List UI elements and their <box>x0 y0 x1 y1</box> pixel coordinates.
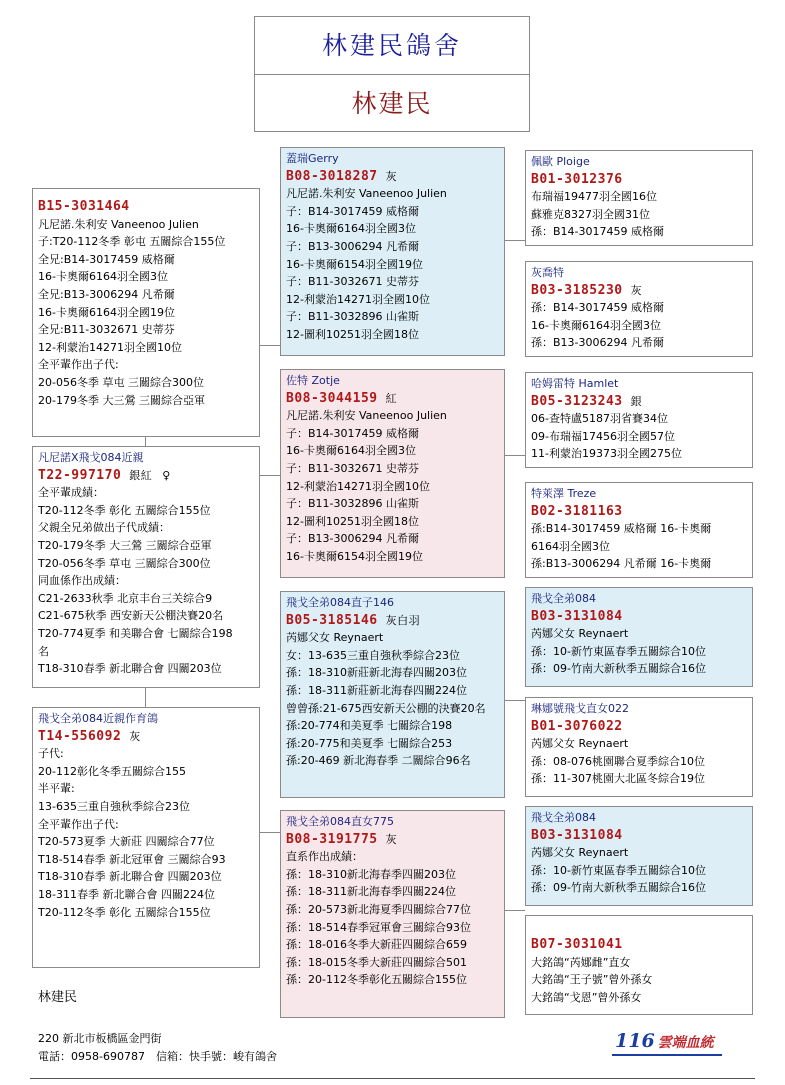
connector <box>260 832 280 833</box>
card-line: 16-卡奧爾6154羽全國19位 <box>286 549 423 563</box>
footer-owner: 林建民 <box>38 990 78 1005</box>
card-line: 16-卡奧爾6154羽全國19位 <box>286 257 423 271</box>
card-line: 16-卡奧爾6164羽全國3位 <box>38 270 168 284</box>
ring-number: B03-3131084 <box>531 608 623 624</box>
card-line: 芮娜父女 Reynaert <box>531 627 629 641</box>
ring-number: B02-3181163 <box>531 503 623 519</box>
card-line: 子：B11-3032671 史蒂芬 <box>286 461 419 475</box>
card-line: 孫：18-310新北海春季四關203位 <box>286 867 456 881</box>
bird-color: 紅 <box>385 391 398 405</box>
ring-text: B05-3185146 <box>286 612 378 628</box>
connector <box>145 437 146 446</box>
ring-text: B05-3123243 <box>531 393 623 409</box>
card-line: 芮娜父女 Reynaert <box>286 631 384 645</box>
card-line: 全兄:B11-3032671 史蒂芬 <box>38 323 175 337</box>
card-line: 孫：18-016冬季大新莊四關綜合659 <box>286 938 467 952</box>
bird-color: 銀紅 <box>129 468 153 482</box>
female-symbol-icon: ♀ <box>162 468 171 482</box>
card-line: 芮娜父女 Reynaert <box>531 737 629 751</box>
bird-name: 飛戈全弟084直子146 <box>286 596 394 609</box>
connector <box>505 910 525 911</box>
ring-number: B15-3031464 <box>38 199 130 214</box>
card-line: 布瑞福19477羽全國16位 <box>531 190 657 204</box>
card-line: 大銘鴿“戈恩”曾外孫女 <box>531 990 642 1004</box>
bird-color: 銀 <box>630 394 643 408</box>
header-box <box>254 16 530 132</box>
card-line: 芮娜父女 Reynaert <box>531 846 629 860</box>
card-line: 子：B11-3032896 山雀斯 <box>286 310 419 324</box>
card-line: C21-2633秋季 北京丰台三关综合9 <box>38 591 213 605</box>
card-line: 子：B14-3017459 威格爾 <box>286 426 419 440</box>
card-line: 子:T20-112冬季 彰屯 五關綜合155位 <box>38 235 226 249</box>
connector <box>505 455 525 456</box>
connector <box>145 688 146 707</box>
card-line: T20-112冬季 彰化 五關綜合155位 <box>38 905 211 919</box>
bird-name: 佐特 Zotje <box>286 374 340 387</box>
card-line: T20-056冬季 草屯 三關綜合300位 <box>38 556 211 570</box>
card-line: 20-179冬季 大三鶯 三關綜合亞軍 <box>38 393 205 407</box>
bird-name: 飛戈全弟084近親作育鴿 <box>38 712 158 725</box>
bird-color: 灰 <box>129 729 141 743</box>
card-line: 父親全兄弟做出子代成績： <box>38 521 170 535</box>
pedigree-card-ggp-3 <box>525 372 753 468</box>
ring-number <box>286 831 499 849</box>
card-line: 女：13-635三重自強秋季綜合23位 <box>286 648 460 662</box>
card-line: 半平輩: <box>38 782 75 796</box>
logo-text: 雲端血統 <box>657 1035 714 1051</box>
logo-underline <box>612 1054 722 1056</box>
connector <box>505 240 525 241</box>
card-line: 大銘鴿“王子號”曾外孫女 <box>531 973 653 987</box>
card-line: 18-311春季 新北聯合會 四關224位 <box>38 887 215 901</box>
card-line: 全兄:B13-3006294 凡希爾 <box>38 287 175 301</box>
bird-name: 凡尼諾X飛戈084近親 <box>38 451 144 464</box>
pedigree-card-ggp-6 <box>525 697 753 797</box>
owner-name: 林建民 <box>255 74 529 133</box>
card-line: 20-112彰化冬季五關綜合155 <box>38 764 186 778</box>
ring-number: B01-3012376 <box>531 171 623 187</box>
card-line: T20-112冬季 彰化 五關綜合155位 <box>38 503 211 517</box>
card-line: 孫:20-469 新北海春季 二關綜合96名 <box>286 754 471 768</box>
card-line: 凡尼諾.朱利安 Vaneenoo Julien <box>38 217 199 231</box>
card-line: C21-675秋季 西安新天公棚決賽20名 <box>38 609 224 623</box>
pedigree-card-dam-dam <box>280 810 505 1018</box>
ring-number <box>531 393 747 411</box>
ring-number <box>531 282 747 300</box>
pedigree-card-ggp-4 <box>525 482 753 578</box>
ring-number: B03-3131084 <box>531 827 623 843</box>
card-line: 孫：B14-3017459 威格爾 <box>531 301 664 315</box>
card-line: 孫:20-774和美夏季 七關綜合198 <box>286 719 453 733</box>
pedigree-card-ggp-8 <box>525 915 753 1015</box>
card-line: 全平輩成績： <box>38 486 104 500</box>
card-line: T20-179冬季 大三鶯 三關綜合亞軍 <box>38 538 212 552</box>
logo-number: 116 <box>615 1030 655 1052</box>
ring-number: B01-3076022 <box>531 718 623 734</box>
card-line: 12-利蒙治14271羽全國10位 <box>286 479 430 493</box>
ring-number <box>286 168 499 186</box>
card-line: 子：B13-3006294 凡希爾 <box>286 239 419 253</box>
bird-color: 灰 <box>385 832 398 846</box>
card-line: 12-利蒙治14271羽全國10位 <box>38 340 182 354</box>
footer-contact: 電話：0958-690787 信箱：快手號：峻有鴿舍 <box>38 1050 277 1063</box>
pedigree-card-ggp-5 <box>525 587 753 687</box>
card-line: 全平輩作出子代: <box>38 817 119 831</box>
card-line: 13-635三重自強秋季綜合23位 <box>38 799 190 813</box>
card-line: 孫：18-311新北海春季四關224位 <box>286 885 456 899</box>
ring-number <box>38 728 254 746</box>
card-line: 16-卡奧爾6164羽全國3位 <box>286 444 416 458</box>
bird-name: 飛戈全弟084 <box>531 811 596 824</box>
footer-rule <box>30 1078 755 1079</box>
card-line: 孫：B14-3017459 威格爾 <box>531 225 664 239</box>
pedigree-card-dam-sire <box>280 591 505 798</box>
card-line: 凡尼諾.朱利安 Vaneenoo Julien <box>286 187 447 201</box>
ring-text: B08-3044159 <box>286 390 378 406</box>
card-line: 孫:B13-3006294 凡希爾 16-卡奧爾 <box>531 557 712 571</box>
card-line: 孫：20-573新北海夏季四關綜合77位 <box>286 902 471 916</box>
connector <box>505 700 525 701</box>
card-line: 子：B13-3006294 凡希爾 <box>286 532 419 546</box>
pedigree-card-ggp-1 <box>525 150 753 246</box>
ring-text: B08-3191775 <box>286 831 378 847</box>
card-line: 孫：09-竹南大新秋季五關綜合16位 <box>531 662 706 676</box>
bird-name: 琳娜號飛戈直女022 <box>531 702 629 715</box>
connector <box>260 475 280 476</box>
card-line: 20-056冬季 草屯 三關綜合300位 <box>38 375 204 389</box>
card-line: 16-卡奧爾6164羽全國19位 <box>38 305 175 319</box>
ring-number: B07-3031041 <box>531 937 623 952</box>
loft-title: 林建民鴿舍 <box>321 31 462 60</box>
bird-name: 哈姆雷特 Hamlet <box>531 377 619 390</box>
ring-text: B03-3185230 <box>531 282 623 298</box>
card-line: 12-圖利10251羽全國18位 <box>286 514 419 528</box>
pedigree-card-ggp-7 <box>525 806 753 906</box>
card-line: 孫:20-775和美夏季 七關綜合253 <box>286 736 453 750</box>
ring-text: T14-556092 <box>38 728 122 744</box>
card-line: 子：B14-3017459 威格爾 <box>286 204 419 218</box>
card-line: 孫:B14-3017459 威格爾 16-卡奧爾6164羽全國3位 <box>531 522 712 553</box>
card-line: 孫：08-076桃園聯合夏季綜合10位 <box>531 754 705 768</box>
bird-name: 飛戈全弟084 <box>531 592 596 605</box>
card-line: 孫：18-310新莊新北海春四關203位 <box>286 666 467 680</box>
bird-name: 飛戈全弟084直女775 <box>286 815 394 828</box>
connector <box>260 345 280 346</box>
card-line: T20-573夏季 大新莊 四關綜合77位 <box>38 835 215 849</box>
card-line: 蘇雅克8327羽全國31位 <box>531 207 650 221</box>
ring-number <box>286 390 499 408</box>
logo <box>615 1030 714 1052</box>
card-line: 12-利蒙治14271羽全國10位 <box>286 292 430 306</box>
card-line: 11-利蒙治19373羽全國275位 <box>531 447 682 461</box>
bird-name: 佩歐 Ploige <box>531 155 590 168</box>
card-line: 直系作出成績： <box>286 850 363 864</box>
pedigree-card-main <box>32 188 260 437</box>
card-line: 同血係作出成績： <box>38 574 126 588</box>
card-line: 孫：09-竹南大新秋季五關綜合16位 <box>531 881 706 895</box>
footer-address: 220 新北市板橋區金門街 <box>38 1032 162 1045</box>
card-line: 孫：10-新竹東區春季五關綜合10位 <box>531 863 706 877</box>
ring-text: B08-3018287 <box>286 168 378 184</box>
card-line: 16-卡奧爾6164羽全國3位 <box>286 222 416 236</box>
bird-name: 蓋瑞Gerry <box>286 152 339 165</box>
card-line: T18-310春季 新北聯合會 四關203位 <box>38 870 222 884</box>
card-line: 全平輩作出子代: <box>38 358 119 372</box>
ring-text: T22-997170 <box>38 467 122 483</box>
card-line: 孫：18-015冬季大新莊四關綜合501 <box>286 955 467 969</box>
card-line: 大銘鴿“芮娜雌”直女 <box>531 955 631 969</box>
pedigree-card-subject <box>32 446 260 688</box>
card-line: T18-310春季 新北聯合會 四關203位 <box>38 662 222 676</box>
card-line: 12-圖利10251羽全國18位 <box>286 327 419 341</box>
card-line: 06-查特盧5187羽省賽34位 <box>531 412 668 426</box>
card-line: 子代: <box>38 747 64 761</box>
bird-color: 灰 <box>630 283 643 297</box>
card-line: 16-卡奧爾6164羽全國3位 <box>531 318 661 332</box>
card-line: T20-774夏季 和美聯合會 七關綜合198名 <box>38 626 233 658</box>
pedigree-card-sire-dam <box>280 369 505 578</box>
card-line: 子：B11-3032671 史蒂芬 <box>286 275 419 289</box>
card-line: 全兄:B14-3017459 威格爾 <box>38 252 175 266</box>
bird-name: 灰喬特 <box>531 266 564 279</box>
card-line: 孫：18-514春季冠軍會三關綜合93位 <box>286 920 471 934</box>
card-line: 孫：10-新竹東區春季五關綜合10位 <box>531 644 706 658</box>
card-line: 09-布瑞福17456羽全國57位 <box>531 429 675 443</box>
card-line: 孫：B13-3006294 凡希爾 <box>531 336 664 350</box>
ring-number <box>38 467 254 485</box>
bird-color: 灰白羽 <box>385 613 421 627</box>
card-line: 曾曾孫:21-675西安新天公棚的決賽20名 <box>286 701 486 715</box>
ring-number <box>286 612 499 630</box>
card-line: 子：B11-3032896 山雀斯 <box>286 497 419 511</box>
card-line: 孫：20-112冬季彰化五關綜合155位 <box>286 973 467 987</box>
pedigree-card-ggp-2 <box>525 261 753 357</box>
card-line: 孫：18-311新莊新北海春四關224位 <box>286 683 467 697</box>
card-line: 孫：11-307桃園大北區冬綜合19位 <box>531 772 705 786</box>
pedigree-card-sire-sire <box>280 147 505 356</box>
bird-color: 灰 <box>385 169 398 183</box>
pedigree-card-dam <box>32 707 260 968</box>
card-line: T18-514春季 新北冠軍會 三關綜合93 <box>38 852 226 866</box>
card-line: 凡尼諾.朱利安 Vaneenoo Julien <box>286 409 447 423</box>
bird-name: 特萊澤 Treze <box>531 487 597 500</box>
